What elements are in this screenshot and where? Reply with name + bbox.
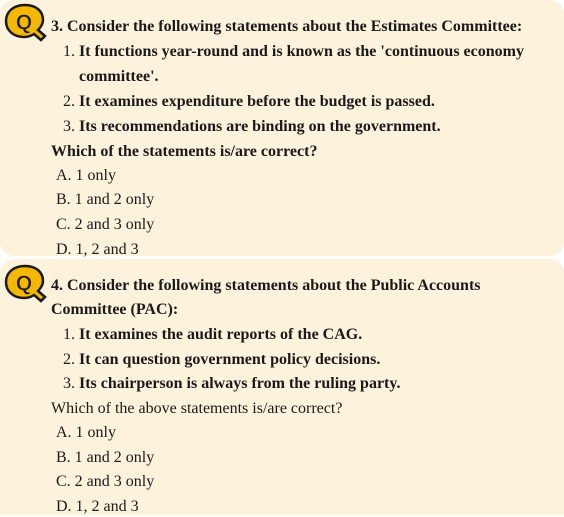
option-b[interactable]: B. 1 and 2 only [56, 449, 155, 466]
statement-text: It examines expenditure before the budget is passed. [79, 93, 435, 110]
statement-text: Its chairperson is always from the ruling party. [79, 375, 401, 392]
option-a[interactable]: A. 1 only [56, 167, 116, 184]
statement-number: 1. [63, 326, 75, 343]
q-badge-letter: Q [15, 272, 33, 295]
statement-2 [63, 350, 380, 370]
statement-1-continuation: committee'. [79, 68, 159, 85]
statement-text: Its recommendations are binding on the government. [79, 118, 441, 135]
option-c[interactable]: C. 2 and 3 only [56, 473, 155, 490]
statement-text: It functions year-round and is known as the 'continuous economy [79, 43, 524, 60]
q-badge-letter: Q [15, 11, 33, 34]
statement-number: 2. [63, 93, 75, 110]
question-title: 3. Consider the following statements about the Estimates Committee: [51, 18, 523, 35]
statement-number: 2. [63, 351, 75, 368]
statement-3 [63, 374, 400, 394]
option-c[interactable]: C. 2 and 3 only [56, 216, 155, 233]
statement-number: 3. [63, 118, 75, 135]
statement-2 [63, 92, 435, 112]
question-card-3 [0, 0, 564, 256]
option-d[interactable]: D. 1, 2 and 3 [56, 241, 139, 258]
option-a[interactable]: A. 1 only [56, 424, 116, 441]
statement-number: 3. [63, 375, 75, 392]
option-b[interactable]: B. 1 and 2 only [56, 191, 155, 208]
statement-1 [63, 325, 362, 345]
statement-text: It can question government policy decisions. [79, 351, 381, 368]
q-badge-icon [3, 263, 47, 303]
question-prompt: Which of the statements is/are correct? [51, 143, 318, 160]
question-title: 4. Consider the following statements about the Public Accounts [51, 277, 481, 294]
statement-1 [63, 42, 524, 62]
statement-number: 1. [63, 43, 75, 60]
statement-text: It examines the audit reports of the CAG. [79, 326, 363, 343]
question-title-continuation: Committee (PAC): [51, 301, 179, 318]
question-card-4 [0, 259, 564, 515]
statement-3 [63, 117, 441, 137]
q-badge-icon [3, 2, 47, 42]
option-d[interactable]: D. 1, 2 and 3 [56, 498, 139, 515]
question-prompt: Which of the above statements is/are correct? [51, 400, 343, 417]
